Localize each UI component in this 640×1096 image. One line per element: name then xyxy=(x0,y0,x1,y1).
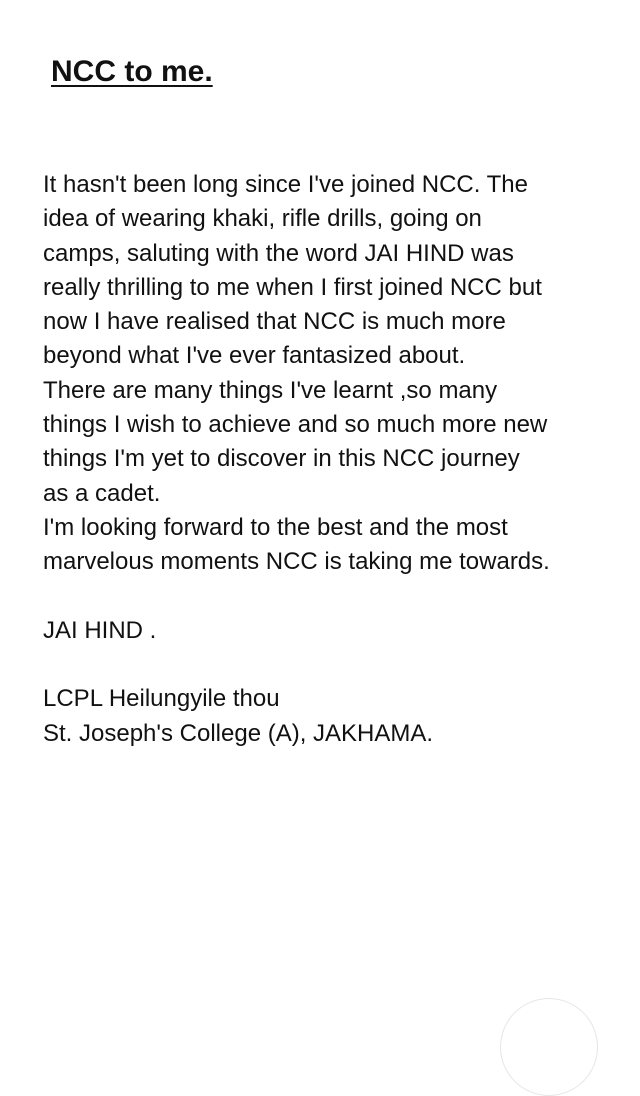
signature-name: LCPL Heilungyile thou xyxy=(43,685,280,713)
closing-salutation: JAI HIND . xyxy=(43,616,157,644)
paragraph-line: It hasn't been long since I've joined NCC. The xyxy=(43,171,529,198)
paragraph-line: idea of wearing khaki, rifle drills, going on xyxy=(43,205,482,233)
paragraph-line: things I'm yet to discover in this NCC journey xyxy=(43,445,520,473)
document-body xyxy=(43,168,613,751)
document-title: NCC to me. xyxy=(51,55,213,88)
paragraph-line: camps, saluting with the word JAI HIND was xyxy=(43,239,514,267)
paragraph-line: now I have realised that NCC is much more xyxy=(43,308,506,336)
paragraph-line: I'm looking forward to the best and the most xyxy=(43,513,508,541)
paragraph-line: really thrilling to me when I first joined NCC but xyxy=(43,273,542,301)
floating-circle-button[interactable] xyxy=(500,998,598,1096)
paragraph-line: things I wish to achieve and so much more new xyxy=(43,411,548,439)
spacer xyxy=(43,580,613,614)
paragraph-line: as a cadet. xyxy=(43,479,161,507)
paragraph-line: There are many things I've learnt ,so many xyxy=(43,376,498,404)
spacer xyxy=(43,648,613,682)
paragraph-line: marvelous moments NCC is taking me towards. xyxy=(43,548,550,576)
signature-institution: St. Joseph's College (A), JAKHAMA. xyxy=(43,719,434,747)
paragraph-line: beyond what I've ever fantasized about. xyxy=(43,342,466,370)
